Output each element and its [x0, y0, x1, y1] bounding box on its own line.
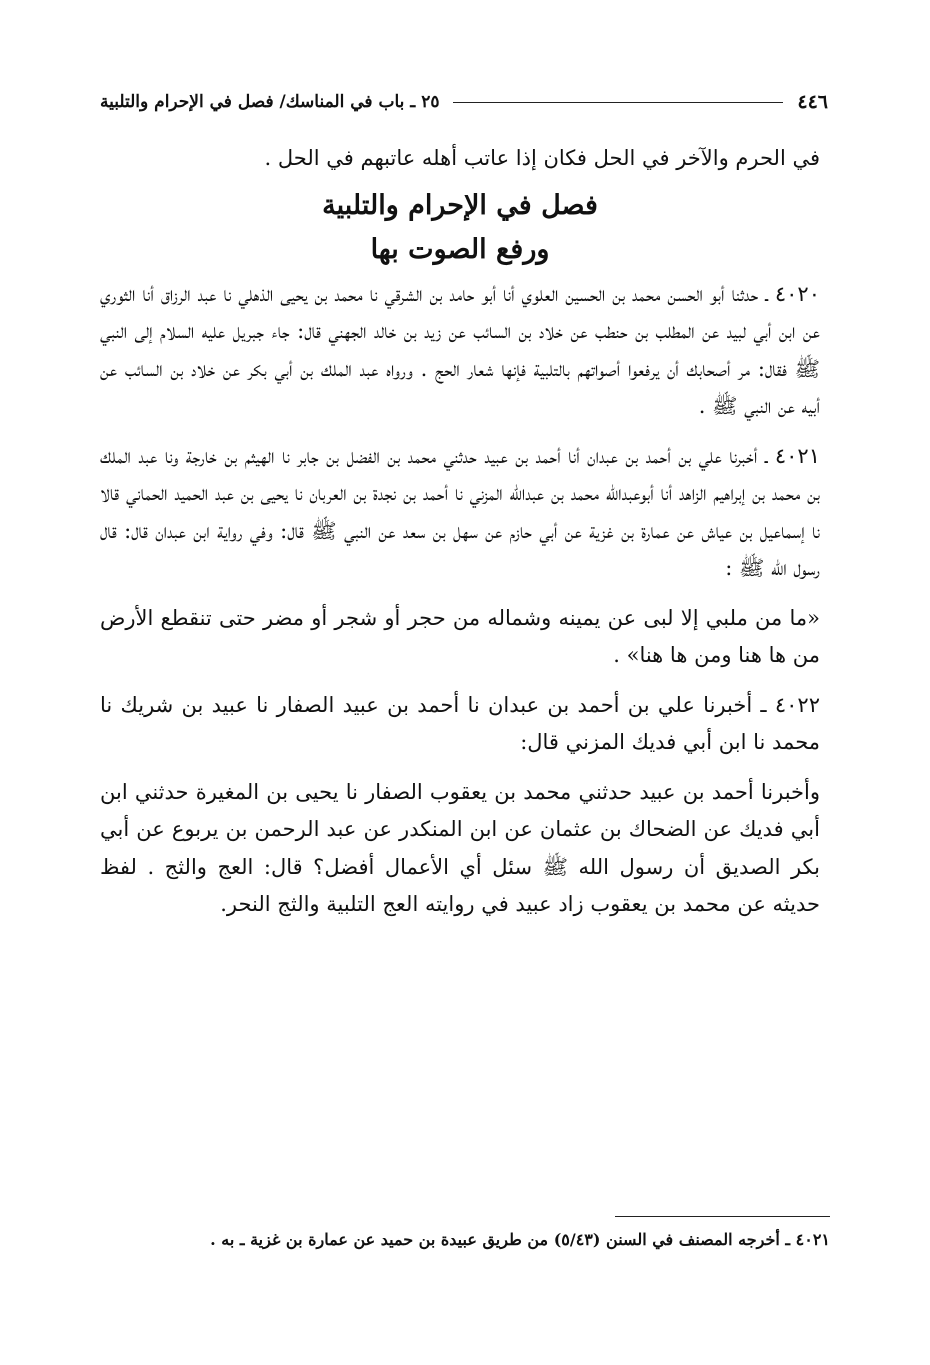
hadith-4022-continuation: وأخبرنا أحمد بن عبيد حدثني محمد بن يعقوب الصفار نا يحيى بن المغيرة حدثني ابن أبي فديك عن الضحاك بن عثمان عن ابن المنكدر عن عبد الرحمن بن يربوع عن أبي بكر الصديق أن رسول الله ﷺ سئل أي الأعمال أفضل؟ قال: العج والثج . لفظ حديثه عن محمد بن يعقوب زاد عبيد في روايته العج التلبية والثج النحر. — [100, 779, 820, 916]
footnote: ٤٠٢١ ـ أخرجه المصنف في السنن (٥/٤٣) من طريق عبيدة بن حميد عن عمارة بن غزية ـ به . — [210, 1230, 830, 1249]
section-title-line-2: ورفع الصوت بها — [370, 233, 550, 265]
page-number: ٤٤٦ — [797, 91, 828, 113]
section-title-line-1: فصل في الإحرام والتلبية — [322, 189, 598, 221]
footnote-rule — [615, 1216, 830, 1217]
intro-line: في الحرم والآخر في الحل فكان إذا عاتب أهله عاتبهم في الحل . — [264, 146, 820, 170]
main-text — [100, 140, 820, 924]
header-rule — [453, 102, 783, 103]
hadith-quote: «ما من ملبي إلا لبى عن يمينه وشماله من حجر أو شجر أو مضر حتى تنقطع الأرض من ها هنا ومن ها هنا» . — [100, 605, 820, 667]
running-title: ٢٥ ـ باب في المناسك/ فصل في الإحرام والتلبية — [100, 92, 440, 112]
hadith-4021: ٤٠٢١ ـ أخبرنا علي بن أحمد بن عبدان أنا أحمد بن عبيد حدثني محمد بن الفضل بن جابر نا الهيثم بن خارجة ونا عبد الملك بن محمد بن إبراهيم الزاهد أنا أبوعبدالله محمد بن عبدالله المزني نا أحمد بن نجدة بن العربان نا يحيى بن عبد الحميد الحماني قالا نا إسماعيل بن عياش عن عمارة بن غزية عن أبي حازم عن سهل بن سعد عن النبي ﷺ قال: وفي رواية ابن عبدان قال: قال رسول الله ﷺ : — [100, 443, 820, 580]
page-header — [100, 88, 828, 116]
hadith-4022: ٤٠٢٢ ـ أخبرنا علي بن أحمد بن عبدان نا أحمد بن عبيد الصفار نا عبيد بن شريك نا محمد نا ابن أبي فديك المزني قال: — [100, 692, 820, 754]
hadith-4020: ٤٠٢٠ ـ حدثنا أبو الحسن محمد بن الحسين العلوي أنا أبو حامد بن الشرقي نا محمد بن يحيى الذهلي نا عبد الرزاق أنا الثوري عن ابن أبي لبيد عن المطلب بن حنطب عن خلاد بن السائب عن زيد بن خالد الجهني قال: جاء جبريل عليه السلام إلى النبي ﷺ فقال: مر أصحابك أن يرفعوا أصواتهم بالتلبية فإنها شعار الحج . ورواه عبد الملك بن أبي بكر عن خلاد بن السائب عن أبيه عن النبي ﷺ . — [100, 281, 820, 418]
section-title — [100, 184, 820, 272]
